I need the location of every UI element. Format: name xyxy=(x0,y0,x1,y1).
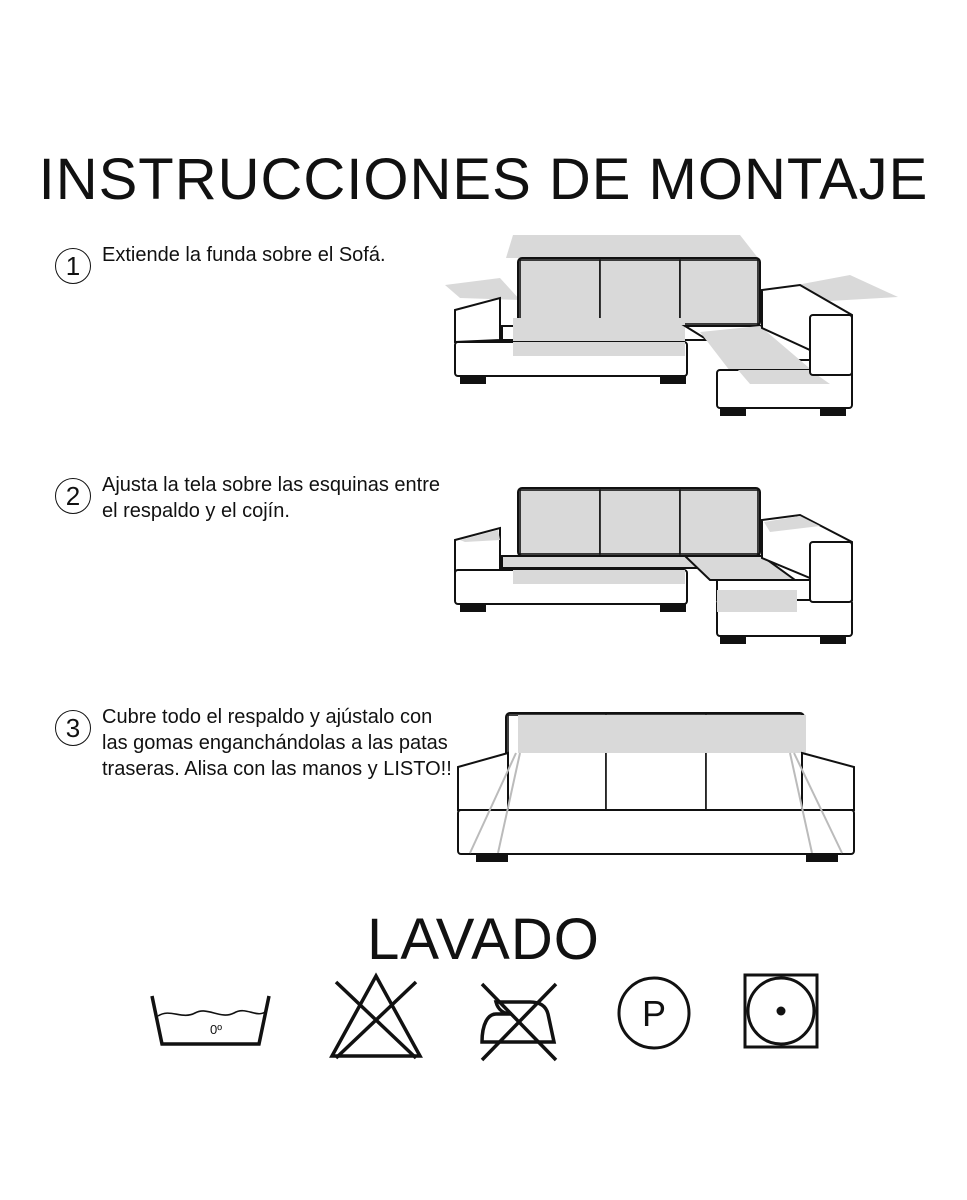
page-title: INSTRUCCIONES DE MONTAJE xyxy=(38,147,929,212)
wash-basin-icon xyxy=(148,990,273,1050)
sofa-illustration-step-3 xyxy=(450,705,865,870)
step-text: Cubre todo el respaldo y ajústalo con las gomas enganchándolas a las patas traseras. Alisa con las manos y LISTO!! xyxy=(102,706,452,780)
step-number: 3 xyxy=(55,710,91,746)
sofa-illustration-step-1 xyxy=(440,230,905,420)
tumble-dry-low-icon xyxy=(742,972,820,1050)
no-bleach-icon xyxy=(328,972,424,1062)
sofa-illustration-step-2 xyxy=(440,480,905,650)
step-text: Ajusta la tela sobre las esquinas entre el respaldo y el cojín. xyxy=(102,474,440,522)
no-iron-icon xyxy=(476,980,560,1064)
step-number: 2 xyxy=(55,478,91,514)
step-number: 1 xyxy=(55,248,91,284)
wash-temperature-label: 0º xyxy=(210,1022,222,1037)
dry-clean-p-icon xyxy=(615,974,693,1052)
step-text: Extiende la funda sobre el Sofá. xyxy=(102,244,386,266)
dry-clean-letter: P xyxy=(641,993,667,1034)
washing-title: LAVADO xyxy=(367,907,600,972)
